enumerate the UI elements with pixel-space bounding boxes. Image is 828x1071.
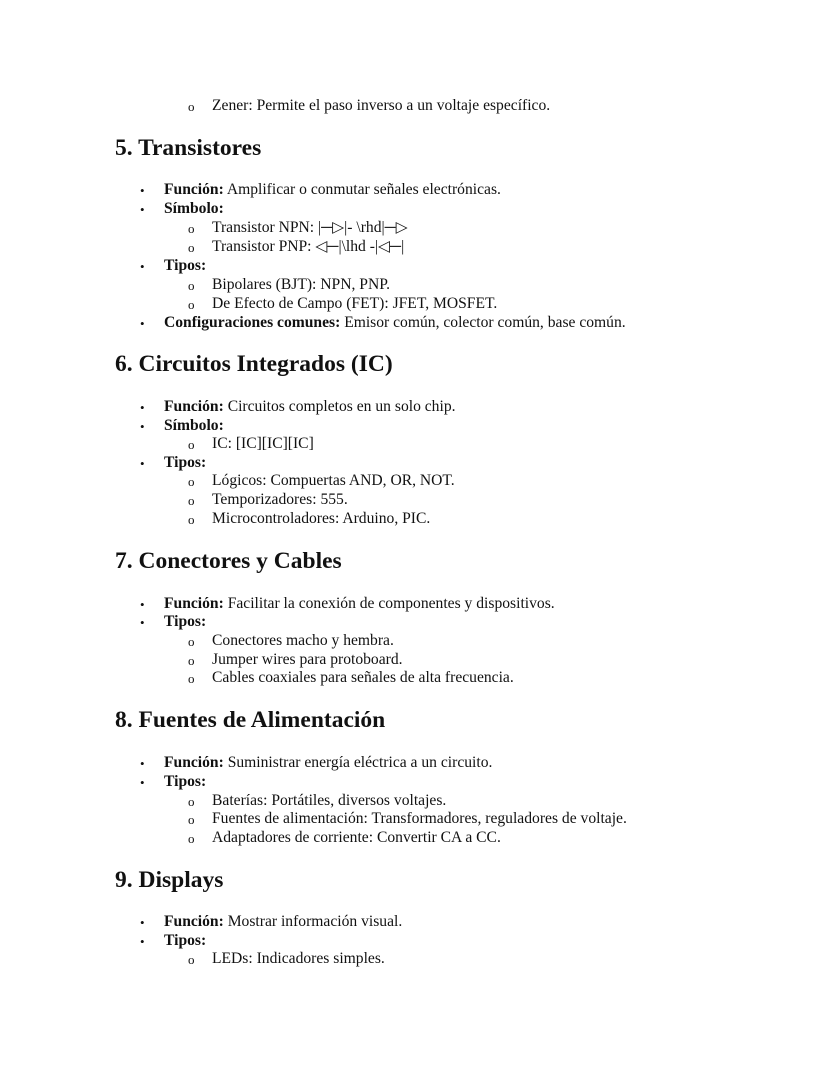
hollow-bullet-icon: o xyxy=(188,493,195,508)
filled-bullet-icon: • xyxy=(140,456,145,471)
list-item: Jumper wires para protoboard. xyxy=(212,651,403,668)
filled-bullet-icon: • xyxy=(140,183,145,198)
list-item: Símbolo: xyxy=(164,200,224,217)
list-item: Función: Suministrar energía eléctrica a un circuito. xyxy=(164,754,493,771)
list-item: Tipos: xyxy=(164,773,207,790)
list-item: Adaptadores de corriente: Convertir CA a CC. xyxy=(212,829,501,846)
hollow-bullet-icon: o xyxy=(188,297,195,312)
list-item: Tipos: xyxy=(164,613,207,630)
section-heading: 6. Circuitos Integrados (IC) xyxy=(115,351,393,377)
hollow-bullet-icon: o xyxy=(188,278,195,293)
filled-bullet-icon: • xyxy=(140,259,145,274)
list-item: Transistor NPN: |─▷|- \rhd|─▷ xyxy=(212,219,408,236)
filled-bullet-icon: • xyxy=(140,597,145,612)
list-item: Símbolo: xyxy=(164,417,224,434)
filled-bullet-icon: • xyxy=(140,756,145,771)
filled-bullet-icon: • xyxy=(140,934,145,949)
filled-bullet-icon: • xyxy=(140,400,145,415)
list-item: Configuraciones comunes: Emisor común, colector común, base común. xyxy=(164,314,626,331)
section-heading: 9. Displays xyxy=(115,867,224,893)
hollow-bullet-icon: o xyxy=(188,952,195,967)
hollow-bullet-icon: o xyxy=(188,474,195,489)
filled-bullet-icon: • xyxy=(140,915,145,930)
list-item: IC: [IC][IC][IC] xyxy=(212,435,314,452)
hollow-bullet-icon: o xyxy=(188,437,195,452)
list-item: Temporizadores: 555. xyxy=(212,491,348,508)
section-heading: 8. Fuentes de Alimentación xyxy=(115,707,386,733)
list-item: Conectores macho y hembra. xyxy=(212,632,394,649)
filled-bullet-icon: • xyxy=(140,615,145,630)
list-item: Fuentes de alimentación: Transformadores, reguladores de voltaje. xyxy=(212,810,627,827)
filled-bullet-icon: • xyxy=(140,419,145,434)
hollow-bullet-icon: o xyxy=(188,812,195,827)
hollow-bullet-icon: o xyxy=(188,653,195,668)
list-item: Tipos: xyxy=(164,257,207,274)
filled-bullet-icon: • xyxy=(140,775,145,790)
list-item: LEDs: Indicadores simples. xyxy=(212,950,385,967)
list-item: Función: Mostrar información visual. xyxy=(164,913,403,930)
hollow-bullet-icon: o xyxy=(188,794,195,809)
list-item: Función: Facilitar la conexión de componentes y dispositivos. xyxy=(164,595,555,612)
list-item: Función: Amplificar o conmutar señales electrónicas. xyxy=(164,181,501,198)
filled-bullet-icon: • xyxy=(140,202,145,217)
list-item: Cables coaxiales para señales de alta frecuencia. xyxy=(212,669,514,686)
list-item: Baterías: Portátiles, diversos voltajes. xyxy=(212,792,447,809)
section-heading: 5. Transistores xyxy=(115,135,262,161)
list-item: Microcontroladores: Arduino, PIC. xyxy=(212,510,431,527)
hollow-bullet-icon: o xyxy=(188,671,195,686)
list-item: Tipos: xyxy=(164,932,207,949)
list-item: Función: Circuitos completos en un solo chip. xyxy=(164,398,456,415)
list-item: Transistor PNP: ◁─|\lhd -|◁─| xyxy=(212,238,405,255)
section-heading: 7. Conectores y Cables xyxy=(115,548,342,574)
list-item: Lógicos: Compuertas AND, OR, NOT. xyxy=(212,472,455,489)
hollow-bullet-icon: o xyxy=(188,634,195,649)
hollow-bullet-icon: o xyxy=(188,240,195,255)
list-item: Tipos: xyxy=(164,454,207,471)
list-item: Zener: Permite el paso inverso a un voltaje específico. xyxy=(212,97,551,114)
hollow-bullet-icon: o xyxy=(188,512,195,527)
list-item: Bipolares (BJT): NPN, PNP. xyxy=(212,276,391,293)
hollow-bullet-icon: o xyxy=(188,831,195,846)
filled-bullet-icon: • xyxy=(140,316,145,331)
list-item: De Efecto de Campo (FET): JFET, MOSFET. xyxy=(212,295,498,312)
hollow-bullet-icon: o xyxy=(188,99,195,114)
hollow-bullet-icon: o xyxy=(188,221,195,236)
